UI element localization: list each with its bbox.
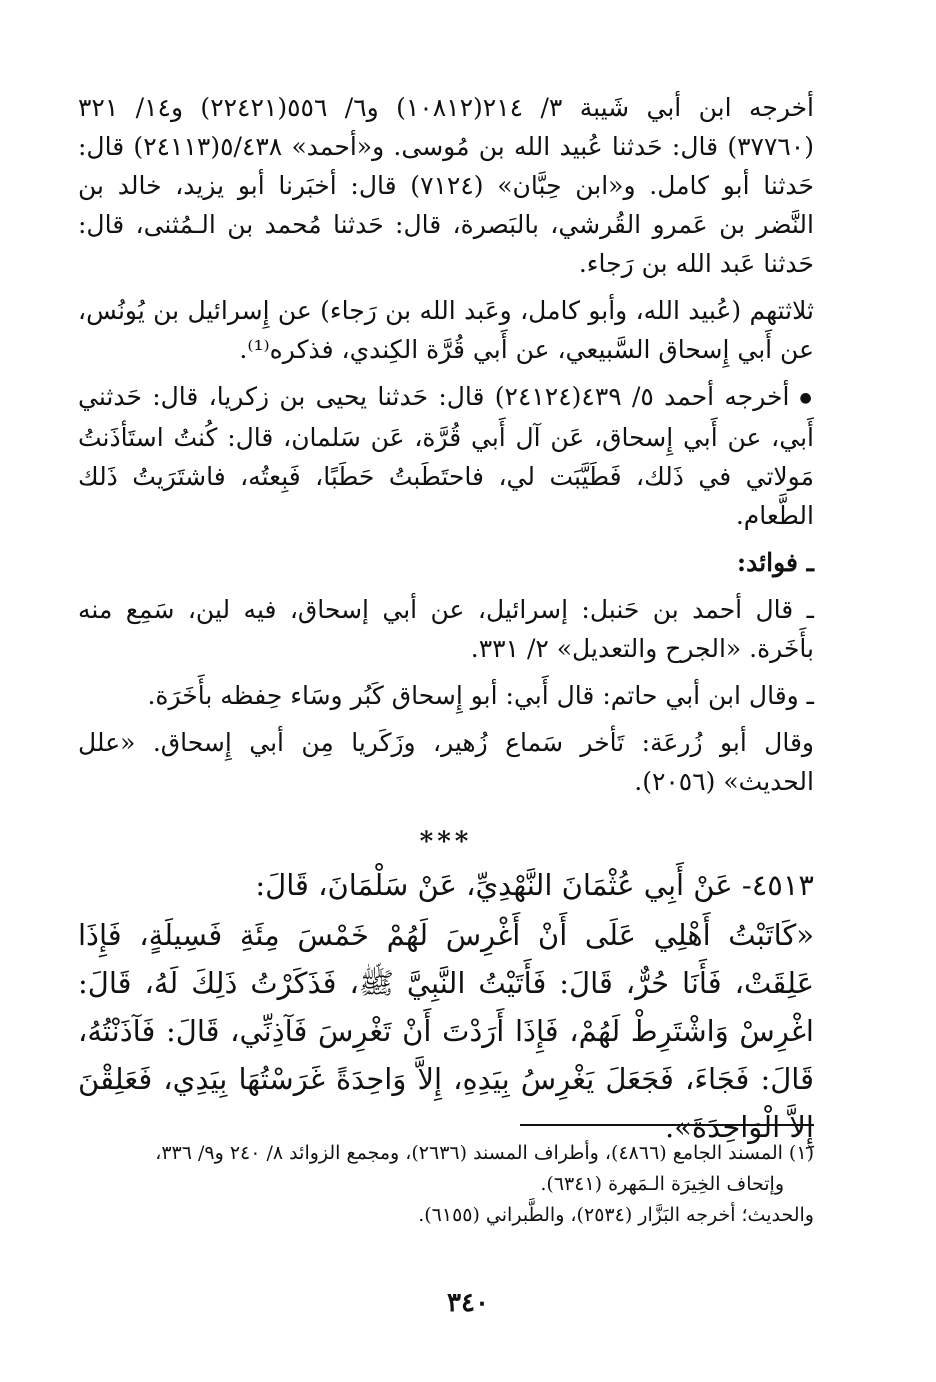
footnote-line: وإتحاف الخِيرَة الـمَهرة (٦٣٤١). <box>540 1173 784 1195</box>
benefit-item: ـ وقال ابن أبي حاتم: قال أَبي: أبو إِسحاق كَبُر وسَاء حِفظه بأَخَرَة. <box>147 681 814 710</box>
hadith-text: «كَاتَبْتُ أَهْلِي عَلَى أَنْ أَغْرِسَ لَهُمْ خَمْسَ مِئَةِ فَسِيلَةٍ، فَإِذَا عَلِقَتْ، فَأَنَا حُرٌّ، قَالَ: فَأَتَيْتُ النَّبِيَّ ﷺ، فَذَكَرْتُ ذَلِكَ لَهُ، قَالَ: اغْرِسْ وَاشْتَرِطْ لَهُمْ، فَإِذَا أَرَدْتَ أَنْ تَغْرِسَ فَآذِنِّي، قَالَ: فَآذَنْتُهُ، قَالَ: فَجَاءَ، فَجَعَلَ يَغْرِسُ بِيَدِهِ، إِلاَّ وَاحِدَةً غَرَسْتُهَا بِيَدِي، فَعَلِقْنَ إِلاَّ الْوَاحِدَةَ». <box>78 918 814 1144</box>
benefits-heading: ـ فوائد: <box>736 548 814 577</box>
footnote-line: (١) المسند الجامع (٤٨٦٦)، وأطراف المسند (٢٦٣٦)، ومجمع الزوائد ٨/ ٢٤٠ و٩/ ٣٣٦، <box>155 1142 814 1164</box>
footnote-line: والحديث؛ أخرجه البَزَّار (٢٥٣٤)، والطَّبراني (٦١٥٥). <box>418 1204 814 1226</box>
takhrij-paragraph: أخرجه ابن أبي شَيبة ٣/ ٢١٤(١٠٨١٢) و٦/ ٥٥٦(٢٢٤٢١) و١٤/ ٣٢١ (٣٧٧٦٠) قال: حَدثنا عُبيد الله بن مُوسى. و«أحمد» ٥/٤٣٨(٢٤١١٣) قال: حَدثنا أبو كامل. و«ابن حِبَّان» (٧١٢٤) قال: أخبَرنا أبو يزيد، خالد بن النَّضر بن عَمرو القُرشي، بالبَصرة، قال: حَدثنا مُحمد بن الـمُثنى، قال: حَدثنا عَبد الله بن رَجاء. <box>78 93 815 278</box>
footnote-divider <box>520 1124 814 1126</box>
section-separator: *** <box>419 827 473 857</box>
benefit-item: وقال أبو زُرعَة: تَأخر سَماع زُهير، وزَكَريا مِن أبي إِسحاق. «علل الحديث» (٢٠٥٦). <box>78 728 814 796</box>
hadith-heading: ٤٥١٣- عَنْ أَبِي عُثْمَانَ النَّهْدِيِّ، عَنْ سَلْمَانَ، قَالَ: <box>255 868 814 902</box>
takhrij-summary-paragraph: ثلاثتهم (عُبيد الله، وأبو كامل، وعَبد الله بن رَجاء) عن إِسرائيل بن يُونُس، عن أَبي إِسحاق السَّبيعي، عن أَبي قُرَّة الكِندي، فذكره⁽¹⁾. <box>78 296 814 364</box>
page-body <box>78 88 814 1151</box>
benefit-item: ـ قال أحمد بن حَنبل: إسرائيل، عن أبي إسحاق، فيه لين، سَمِع منه بأَخَرة. «الجرح والتعديل» ٢/ ٣٣١. <box>78 595 814 663</box>
bullet-paragraph: ● أخرجه أحمد ٥/ ٤٣٩(٢٤١٢٤) قال: حَدثنا يحيى بن زكريا، قال: حَدثني أَبي، عن أَبي إِسحاق، عَن آل أَبي قُرَّة، عَن سَلمان، قال: كُنتُ استَأذَنتُ مَولاتي في ذَلك، فَطَيَّبَت لي، فاحتَطَبتُ حَطَبًا، فَبِعتُه، فاشتَرَيتُ ذَلك الطَّعام. <box>78 377 814 535</box>
page-number: ٣٤٠ <box>447 1288 489 1318</box>
footnotes <box>78 1138 814 1231</box>
